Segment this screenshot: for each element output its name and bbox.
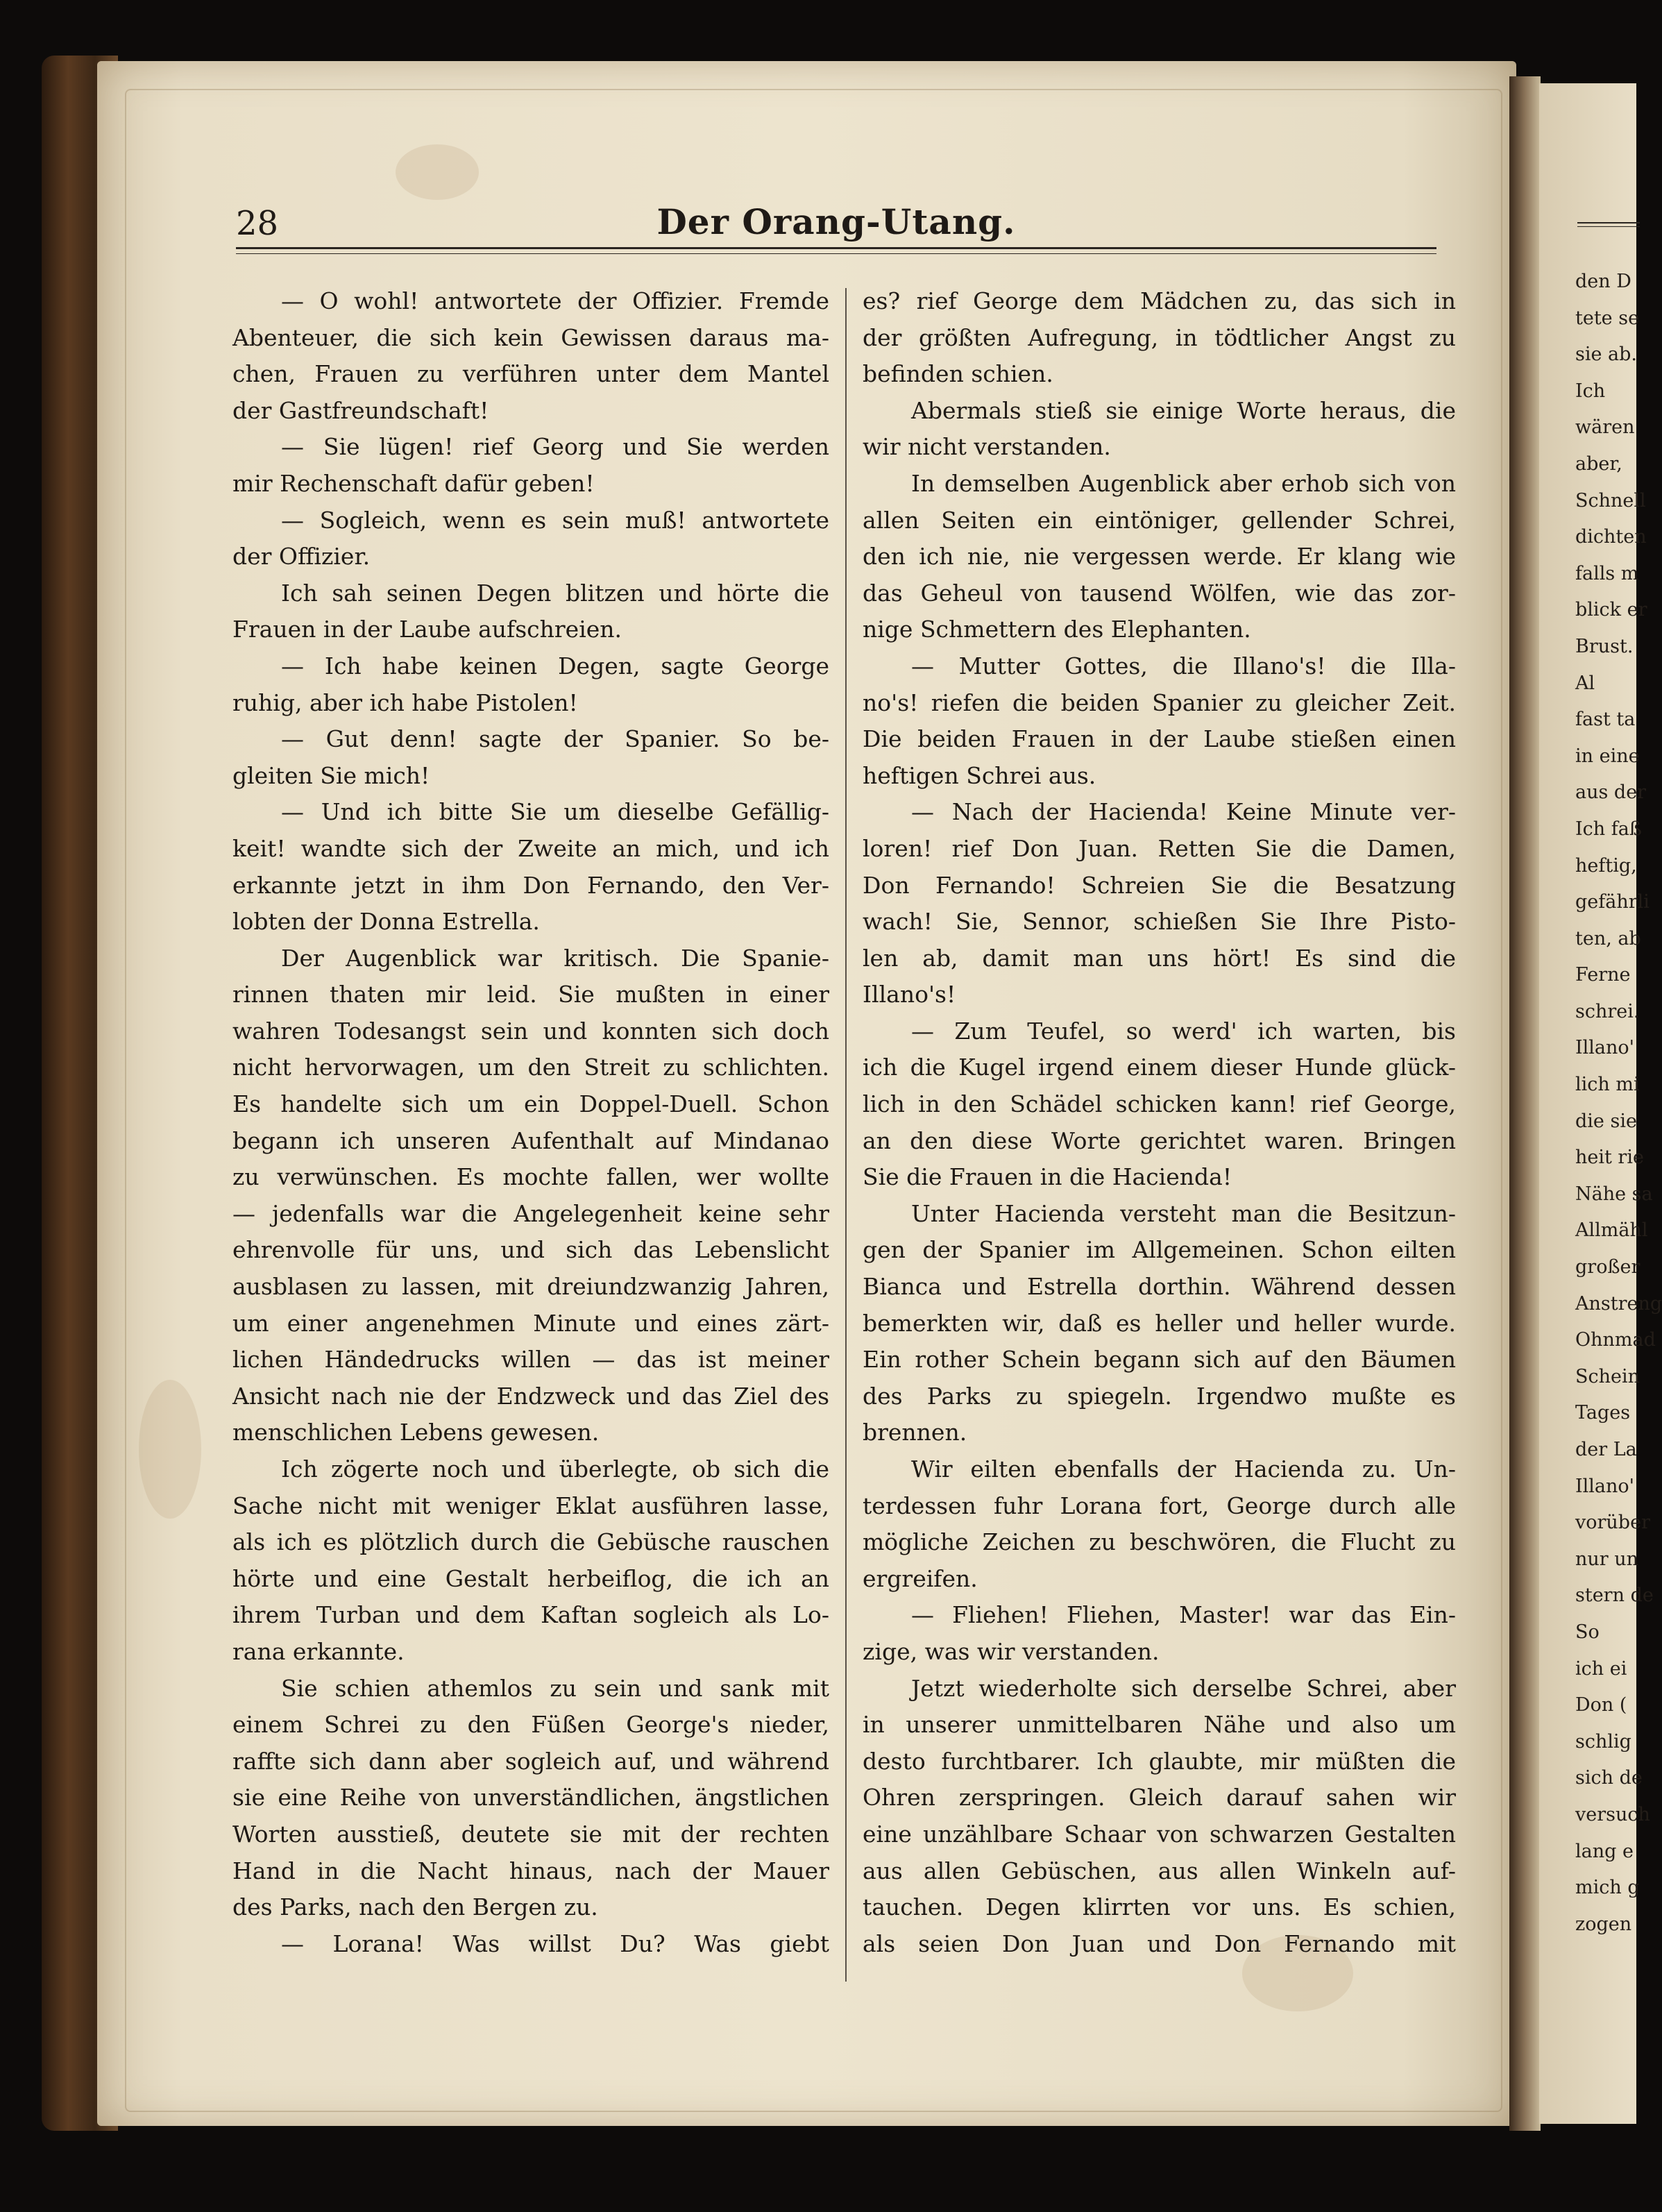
adjacent-page-fragment: ten, ab <box>1575 927 1641 949</box>
adjacent-page-fragment: Nähe sa <box>1575 1183 1653 1205</box>
adjacent-page-fragment: Schnell <box>1575 489 1646 512</box>
text-line: ausblasen zu lassen, mit dreiundzwanzig Jahren, <box>232 1273 829 1301</box>
adjacent-page-fragment: Al <box>1575 672 1595 694</box>
text-line: wahren Todesangst sein und konnten sich doch <box>232 1017 829 1045</box>
page-number: 28 <box>236 204 279 243</box>
text-line: len ab, damit man uns hört! Es sind die <box>863 944 1456 972</box>
text-line: loren! rief Don Juan. Retten Sie die Damen, <box>863 834 1456 862</box>
text-line: Abenteuer, die sich kein Gewissen daraus ma- <box>232 323 829 351</box>
text-line: — Mutter Gottes, die Illano's! die Illa- <box>911 652 1456 679</box>
text-line: brennen. <box>863 1419 967 1446</box>
text-line: gen der Spanier im Allgemeinen. Schon eilten <box>863 1236 1456 1264</box>
text-line: hörte und eine Gestalt herbeiflog, die ich an <box>232 1564 829 1592</box>
adjacent-page-fragment: wären <box>1575 416 1635 439</box>
text-line: bemerkten wir, daß es heller und heller wurde. <box>863 1309 1456 1337</box>
text-line: — Und ich bitte Sie um dieselbe Gefällig- <box>281 798 829 826</box>
adjacent-page-fragment: Illano' <box>1575 1475 1635 1497</box>
text-line: nige Schmettern des Elephanten. <box>863 616 1251 643</box>
adjacent-page-fragment: Ferne <box>1575 964 1631 986</box>
adjacent-page-fragment: tete se <box>1575 307 1640 329</box>
adjacent-page-fragment: in eine <box>1575 745 1640 767</box>
adjacent-page-fragment: der La <box>1575 1439 1637 1460</box>
adjacent-page-fragment: mich g <box>1575 1877 1640 1899</box>
text-line: zu verwünschen. Es mochte fallen, wer wollte <box>232 1163 829 1191</box>
text-line: Frauen in der Laube aufschreien. <box>232 616 622 643</box>
adjacent-page-fragment: heit rie <box>1575 1147 1644 1169</box>
adjacent-page-fragment: ich ei <box>1575 1657 1627 1680</box>
text-line: ehrenvolle für uns, und sich das Lebenslicht <box>232 1236 829 1264</box>
text-line: einem Schrei zu den Füßen George's nieder, <box>232 1711 829 1739</box>
text-line: desto furchtbarer. Ich glaubte, mir müßten die <box>863 1747 1456 1775</box>
adjacent-page-fragment: gefährli <box>1575 891 1650 913</box>
text-line: — Sogleich, wenn es sein muß! antwortete <box>281 506 829 534</box>
text-line: — Fliehen! Fliehen, Master! war das Ein- <box>911 1601 1456 1629</box>
paper-stain <box>396 144 479 200</box>
adjacent-page-fragment: Ich <box>1575 380 1606 402</box>
text-line: ruhig, aber ich habe Pistolen! <box>232 689 578 716</box>
text-line: raffte sich dann aber sogleich auf, und während <box>232 1747 829 1775</box>
adjacent-page-fragment: falls m <box>1575 562 1639 584</box>
text-line: Ich sah seinen Degen blitzen und hörte die <box>281 579 829 607</box>
text-line: Abermals stieß sie einige Worte heraus, die <box>911 396 1456 424</box>
text-line: ihrem Turban und dem Kaftan sogleich als Lo- <box>232 1601 829 1629</box>
adjacent-page-fragment: Allmähl <box>1575 1219 1648 1242</box>
adjacent-page-fragment: zogen <box>1575 1913 1632 1935</box>
text-line: Bianca und Estrella dorthin. Während dessen <box>863 1273 1456 1301</box>
text-line: keit! wandte sich der Zweite an mich, und ich <box>232 834 829 862</box>
text-line: terdessen fuhr Lorana fort, George durch alle <box>863 1492 1456 1519</box>
book-gutter <box>1509 76 1541 2131</box>
adjacent-page-fragment: stern de <box>1575 1585 1654 1607</box>
column-divider <box>845 288 847 1982</box>
text-line: rinnen thaten mir leid. Sie mußten in einer <box>232 981 829 1008</box>
text-line: wir nicht verstanden. <box>863 433 1111 461</box>
adjacent-page-fragment: die sie <box>1575 1110 1637 1132</box>
text-line: begann ich unseren Aufenthalt auf Mindanao <box>232 1126 829 1154</box>
text-line: Don Fernando! Schreien Sie die Besatzung <box>863 871 1456 899</box>
text-line: — Lorana! Was willst Du? Was giebt <box>281 1930 829 1957</box>
text-line: mir Rechenschaft dafür geben! <box>232 469 595 497</box>
text-line: tauchen. Degen klirrten vor uns. Es schien, <box>863 1893 1456 1921</box>
text-line: sie eine Reihe von unverständlichen, ängstlichen <box>232 1784 829 1812</box>
adjacent-page-fragment: großer <box>1575 1256 1640 1278</box>
text-line: Wir eilten ebenfalls der Hacienda zu. Un- <box>911 1455 1456 1483</box>
adjacent-page-fragment: versuch <box>1575 1803 1650 1825</box>
text-line: Es handelte sich um ein Doppel-Duell. Schon <box>232 1090 829 1118</box>
adjacent-page-fragment: So <box>1575 1621 1600 1643</box>
text-line: des Parks, nach den Bergen zu. <box>232 1893 598 1921</box>
text-line: ich die Kugel irgend einem dieser Hunde glück- <box>863 1054 1456 1081</box>
text-line: — Sie lügen! rief Georg und Sie werden <box>281 433 829 461</box>
text-line: eine unzählbare Schaar von schwarzen Gestalten <box>863 1820 1456 1848</box>
text-line: Sie die Frauen in die Hacienda! <box>863 1163 1232 1191</box>
text-line: der Offizier. <box>232 543 371 571</box>
text-line: Die beiden Frauen in der Laube stießen einen <box>863 725 1456 753</box>
text-line: Sache nicht mit weniger Eklat ausführen lasse, <box>232 1492 829 1519</box>
text-line: — Gut denn! sagte der Spanier. So be- <box>281 725 829 753</box>
text-line: Illano's! <box>863 981 956 1008</box>
text-line: chen, Frauen zu verführen unter dem Mantel <box>232 360 829 388</box>
adjacent-page-fragment: blick er <box>1575 599 1647 621</box>
header-rule <box>236 247 1436 254</box>
adjacent-page-fragment: Tages <box>1575 1402 1631 1424</box>
adjacent-page-fragment: lich mi <box>1575 1074 1640 1096</box>
text-line: Ein rother Schein begann sich auf den Bäumen <box>863 1346 1456 1374</box>
adjacent-page-fragment: dichten <box>1575 526 1647 548</box>
adjacent-page-fragment: Schein <box>1575 1365 1640 1387</box>
adjacent-page-fragment: Illano' <box>1575 1037 1635 1059</box>
text-line: erkannte jetzt in ihm Don Fernando, den Ver- <box>232 871 829 899</box>
text-line: — O wohl! antwortete der Offizier. Fremde <box>281 287 829 314</box>
text-line: Jetzt wiederholte sich derselbe Schrei, aber <box>911 1674 1456 1702</box>
text-line: der Gastfreundschaft! <box>232 396 489 424</box>
adjacent-page-fragment: schrei. <box>1575 1000 1640 1022</box>
text-line: das Geheul von tausend Wölfen, wie das zor- <box>863 579 1456 607</box>
adjacent-page-fragment: heftig, <box>1575 854 1637 877</box>
text-line: nicht hervorwagen, um den Streit zu schlichten. <box>232 1054 829 1081</box>
text-line: menschlichen Lebens gewesen. <box>232 1419 600 1446</box>
text-line: befinden schien. <box>863 360 1053 388</box>
adjacent-page-fragment: fast ta <box>1575 709 1636 731</box>
paper-stain <box>139 1380 201 1519</box>
text-line: Ich zögerte noch und überlegte, ob sich die <box>281 1455 829 1483</box>
adjacent-page-fragment: den D <box>1575 271 1631 292</box>
running-title: Der Orang-Utang. <box>656 201 1016 242</box>
right-text-column <box>863 283 1456 1962</box>
adjacent-page-fragment: Ich faß <box>1575 818 1642 840</box>
text-line: — Zum Teufel, so werd' ich warten, bis <box>911 1017 1456 1045</box>
text-line: heftigen Schrei aus. <box>863 761 1096 789</box>
text-line: an den diese Worte gerichtet waren. Bringen <box>863 1126 1456 1154</box>
text-line: aus allen Gebüschen, aus allen Winkeln auf- <box>863 1857 1456 1884</box>
adjacent-page-fragment: vorüber <box>1575 1512 1650 1534</box>
text-line: rana erkannte. <box>232 1637 405 1665</box>
adjacent-page-fragment: Ohnmad <box>1575 1329 1656 1351</box>
running-head <box>236 201 1436 250</box>
text-line: lich in den Schädel schicken kann! rief George, <box>863 1090 1456 1118</box>
adjacent-page-fragment: sie ab. <box>1575 344 1638 366</box>
adjacent-page-fragment: lang e <box>1575 1840 1634 1862</box>
text-line: Ansicht nach nie der Endzweck und das Ziel des <box>232 1382 829 1410</box>
text-line: — jedenfalls war die Angelegenheit keine sehr <box>232 1199 829 1227</box>
text-line: mögliche Zeichen zu beschwören, die Flucht zu <box>863 1528 1456 1556</box>
text-line: Unter Hacienda versteht man die Besitzun- <box>911 1199 1456 1227</box>
text-line: es? rief George dem Mädchen zu, das sich in <box>863 287 1456 314</box>
adjacent-page-fragment: Anstreng <box>1575 1292 1662 1315</box>
text-line: no's! riefen die beiden Spanier zu gleicher Zeit. <box>863 689 1456 716</box>
adjacent-page-fragment: aber, <box>1575 453 1622 475</box>
text-line: In demselben Augenblick aber erhob sich von <box>911 469 1456 497</box>
adjacent-page-text <box>1575 264 1662 1943</box>
text-line: der größten Aufregung, in tödtlicher Angst zu <box>863 323 1456 351</box>
text-line: wach! Sie, Sennor, schießen Sie Ihre Pisto- <box>863 908 1456 936</box>
text-line: ergreifen. <box>863 1564 978 1592</box>
text-line: den ich nie, nie vergessen werde. Er klang wie <box>863 543 1456 571</box>
text-line: des Parks zu spiegeln. Irgendwo mußte es <box>863 1382 1456 1410</box>
text-line: zige, was wir verstanden. <box>863 1637 1160 1665</box>
adjacent-page-fragment: sich de <box>1575 1767 1643 1789</box>
text-line: Worten ausstieß, deutete sie mit der rechten <box>232 1820 829 1848</box>
adjacent-page-fragment: Don ( <box>1575 1694 1627 1716</box>
text-line: Ohren zerspringen. Gleich darauf sahen wir <box>863 1784 1456 1812</box>
adjacent-page-fragment: schlig <box>1575 1730 1631 1753</box>
text-line: allen Seiten ein eintöniger, gellender Schrei, <box>863 506 1456 534</box>
adjacent-page <box>1539 83 1662 2124</box>
text-line: um einer angenehmen Minute und eines zärt- <box>232 1309 829 1337</box>
text-line: lobten der Donna Estrella. <box>232 908 540 936</box>
text-line: lichen Händedrucks willen — das ist meiner <box>232 1346 829 1374</box>
adjacent-page-fragment: nur un <box>1575 1548 1639 1570</box>
text-line: — Nach der Hacienda! Keine Minute ver- <box>911 798 1456 826</box>
text-line: Sie schien athemlos zu sein und sank mit <box>281 1674 829 1702</box>
text-line: gleiten Sie mich! <box>232 761 430 789</box>
text-line: in unserer unmittelbaren Nähe und also um <box>863 1711 1456 1739</box>
text-line: als ich es plötzlich durch die Gebüsche rauschen <box>232 1528 829 1556</box>
text-line: Hand in die Nacht hinaus, nach der Mauer <box>232 1857 829 1884</box>
text-line: — Ich habe keinen Degen, sagte George <box>281 652 829 679</box>
adjacent-page-rule <box>1577 222 1640 227</box>
left-text-column <box>232 283 829 1962</box>
text-line: als seien Don Juan und Don Fernando mit <box>863 1930 1456 1957</box>
text-line: Der Augenblick war kritisch. Die Spanie- <box>281 944 829 972</box>
adjacent-page-fragment: aus der <box>1575 782 1647 804</box>
adjacent-page-fragment: Brust. <box>1575 635 1634 657</box>
